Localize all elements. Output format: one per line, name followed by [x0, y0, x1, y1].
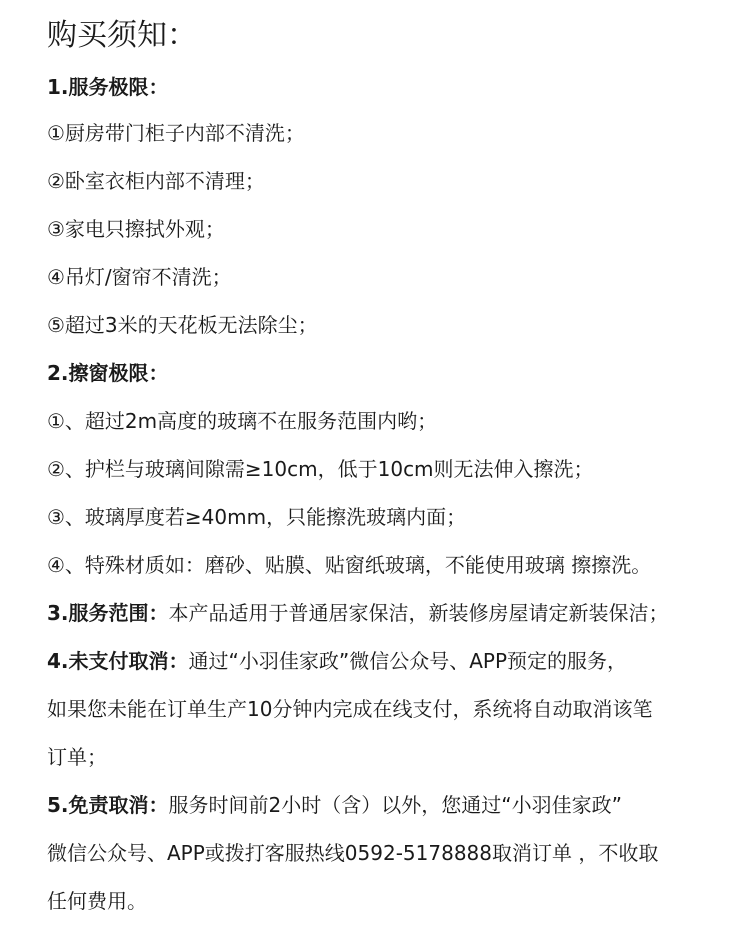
window-limit-item: ②、护栏与玻璃间隙需≥10cm，低于10cm则无法伸入擦洗； [47, 457, 594, 481]
unpaid-cancel-line [47, 646, 627, 676]
unpaid-cancel-text: 通过“小羽佳家政”微信公众号、APP预定的服务， [188, 649, 628, 673]
unpaid-cancel-label: 4.未支付取消： [47, 649, 189, 673]
service-limit-item: ①厨房带门柜子内部不清洗； [47, 121, 305, 145]
free-cancel-text: 服务时间前2小时（含）以外，您通过“小羽佳家政” [168, 793, 622, 817]
service-limits-heading: 1.服务极限： [47, 75, 169, 99]
service-scope-line [47, 598, 669, 628]
unpaid-cancel-text: 如果您未能在订单生产10分钟内完成在线支付，系统将自动取消该笔 [47, 697, 653, 721]
window-limit-item: ④、特殊材质如：磨砂、贴膜、贴窗纸玻璃，不能使用玻璃 擦擦洗。 [47, 553, 652, 577]
service-scope-text: 本产品适用于普通居家保洁，新装修房屋请定新装保洁； [168, 601, 669, 625]
service-limit-item: ⑤超过3米的天花板无法除尘； [47, 313, 318, 337]
service-scope-label: 3.服务范围： [47, 601, 169, 625]
service-limit-item: ④吊灯/窗帘不清洗； [47, 265, 232, 289]
window-limits-heading: 2.擦窗极限： [47, 361, 169, 385]
free-cancel-label: 5.免责取消： [47, 793, 169, 817]
free-cancel-text: 微信公众号、APP或拨打客服热线0592-5178888取消订单 ，不收取 [47, 841, 659, 865]
unpaid-cancel-text: 订单； [47, 745, 107, 769]
free-cancel-line [47, 790, 622, 820]
free-cancel-text: 任何费用。 [47, 889, 147, 913]
service-limit-item: ②卧室衣柜内部不清理； [47, 169, 265, 193]
window-limit-item: ①、超过2m高度的玻璃不在服务范围内哟； [47, 409, 438, 433]
page-title: 购买须知： [47, 18, 197, 53]
service-limit-item: ③家电只擦拭外观； [47, 217, 225, 241]
window-limit-item: ③、玻璃厚度若≥40mm，只能擦洗玻璃内面； [47, 505, 467, 529]
